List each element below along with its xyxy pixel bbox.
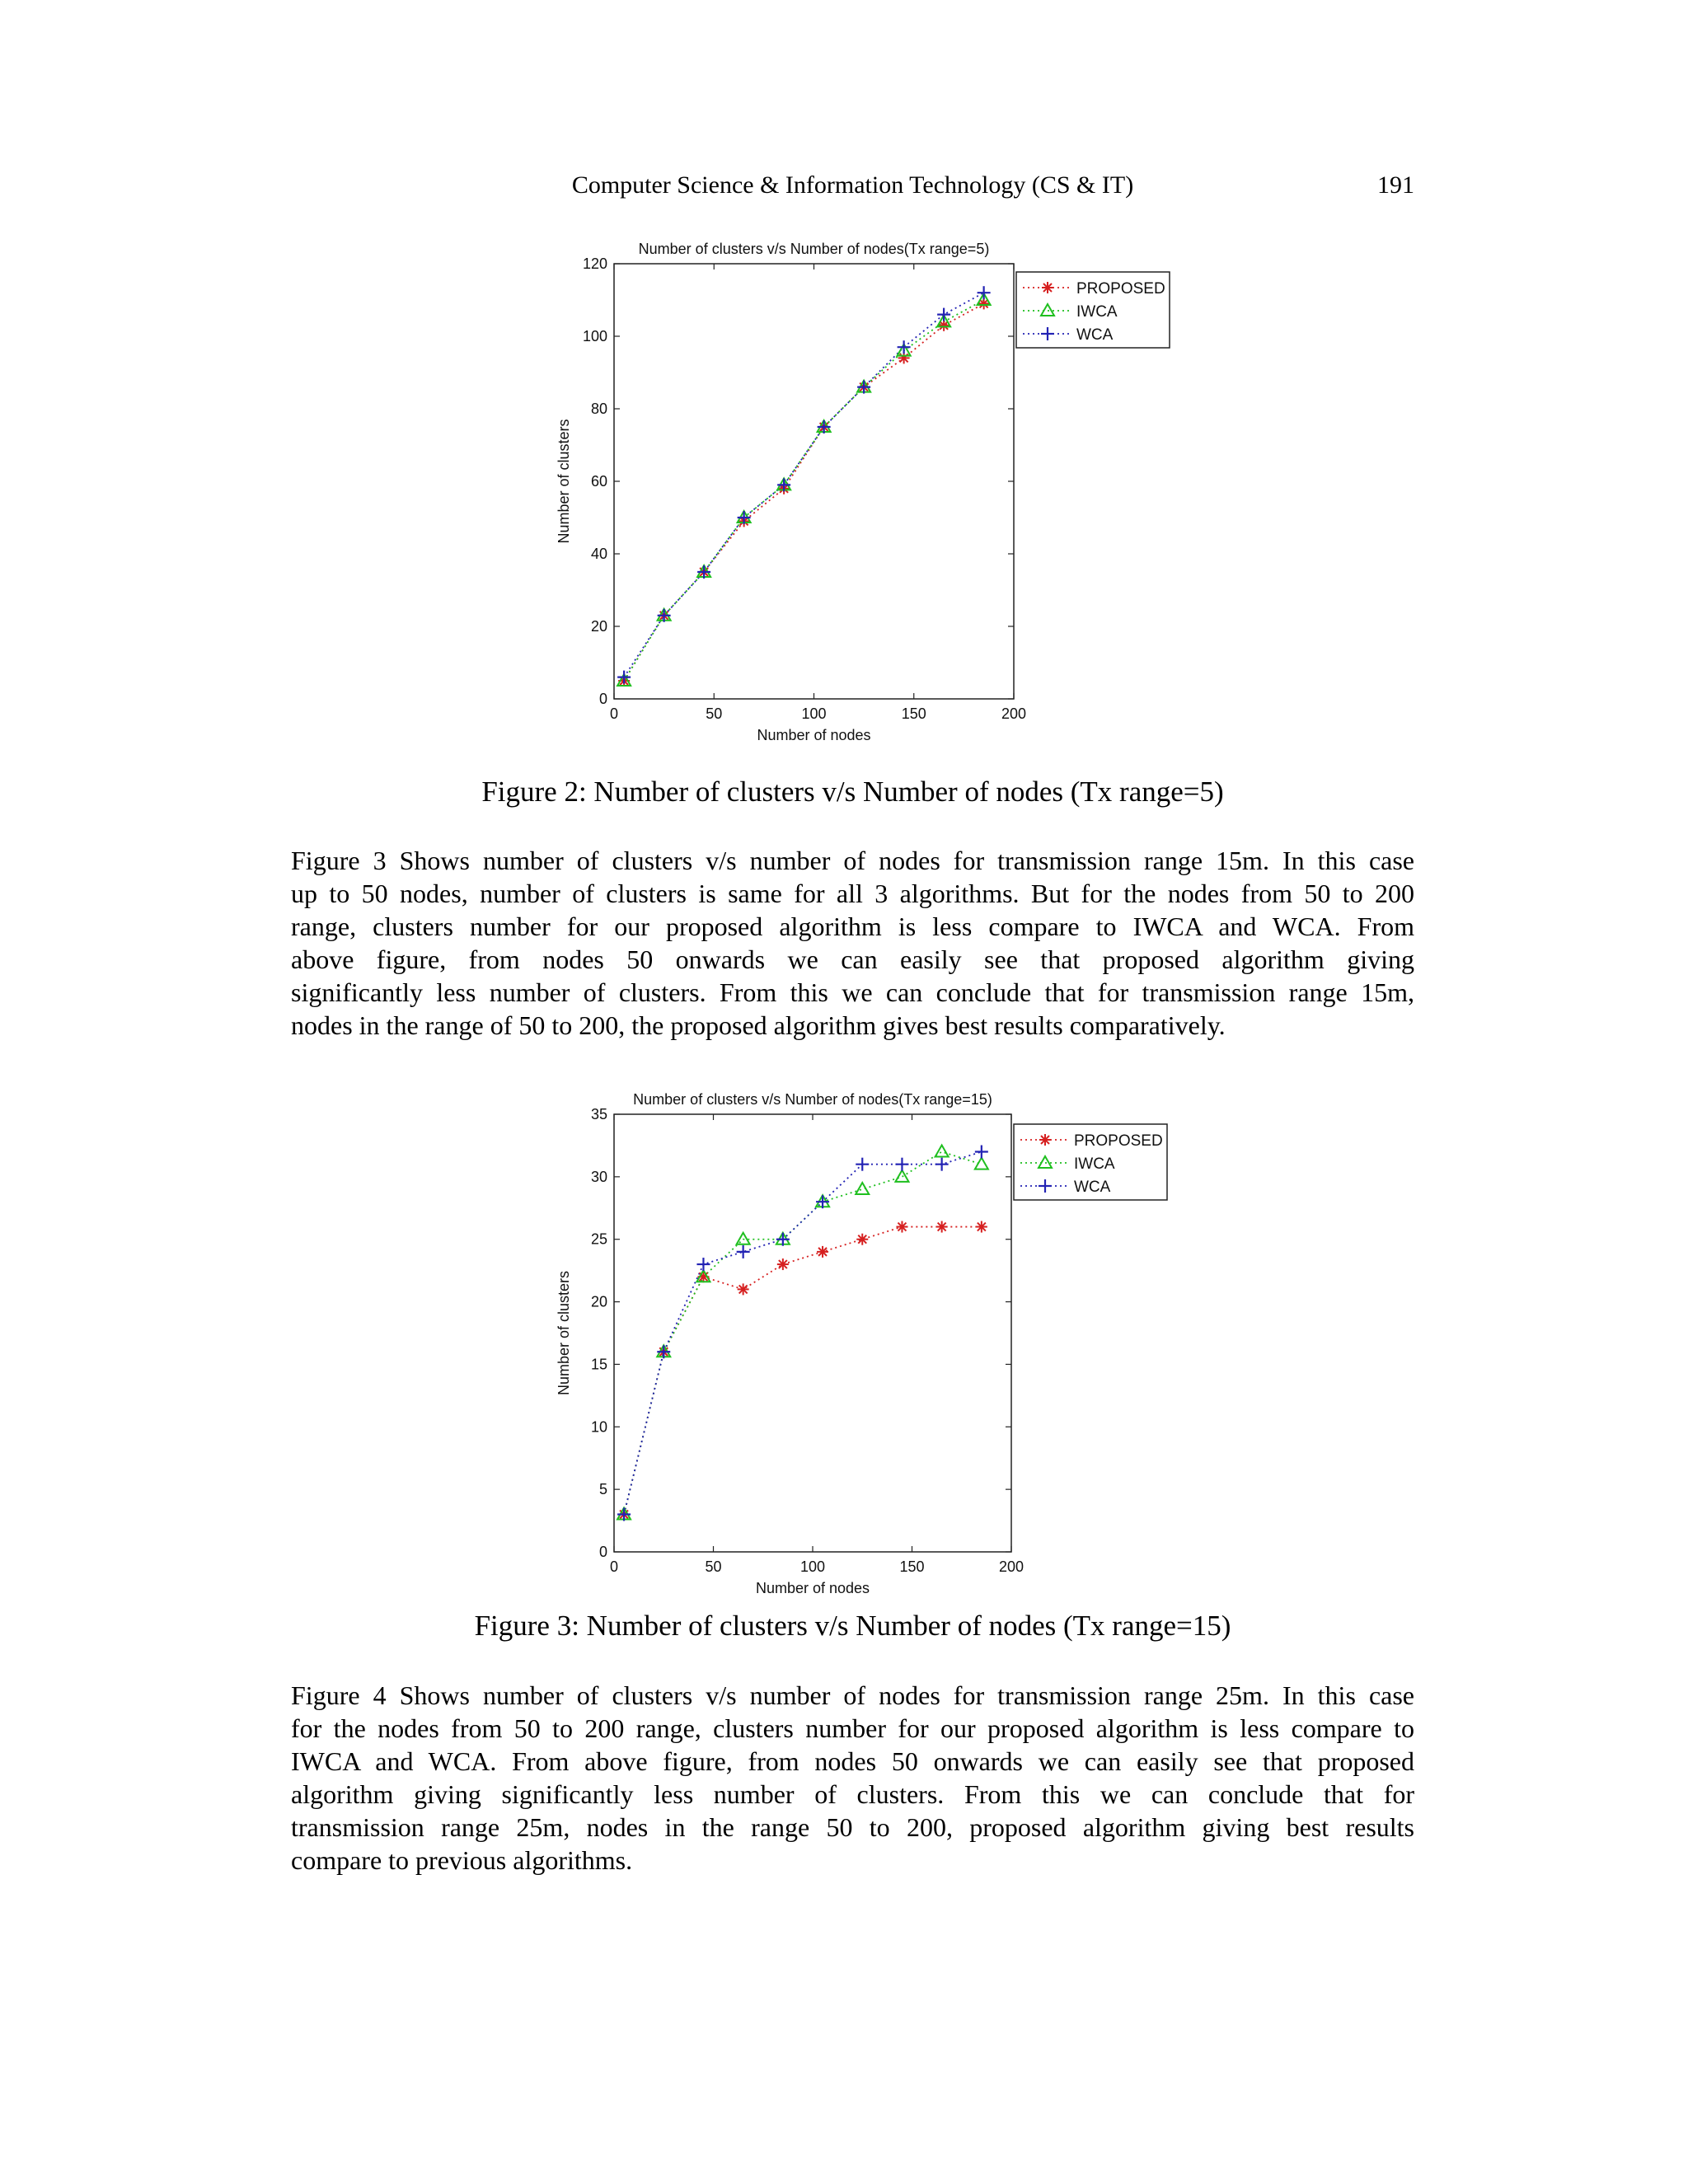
figure-3-caption: Figure 3: Number of clusters v/s Number of nodes (Tx range=15) bbox=[474, 1610, 1231, 1642]
y-tick-label: 25 bbox=[590, 1230, 607, 1248]
paragraph-line: algorithm giving significantly less number of clusters. From this we can conclude that for bbox=[291, 1779, 1414, 1809]
y-tick-label: 20 bbox=[590, 1293, 607, 1310]
chart-title: Number of clusters v/s Number of nodes(Tx range=15) bbox=[633, 1091, 992, 1108]
y-tick-label: 0 bbox=[598, 691, 607, 707]
x-tick-label: 50 bbox=[705, 1558, 722, 1575]
chart-svg bbox=[536, 1077, 1179, 1605]
page-number: 191 bbox=[1377, 171, 1414, 199]
paragraph-figure-4-description bbox=[291, 1679, 1414, 1877]
x-tick-label: 150 bbox=[899, 1558, 925, 1575]
x-tick-label: 50 bbox=[706, 705, 723, 722]
legend-label: PROPOSED bbox=[1074, 1132, 1163, 1150]
x-tick-label: 200 bbox=[1001, 705, 1027, 722]
y-tick-label: 100 bbox=[582, 328, 607, 344]
paragraph-line: range, clusters number for our proposed algorithm is less compare to IWCA and WCA. From bbox=[291, 912, 1414, 941]
x-tick-label: 150 bbox=[901, 705, 926, 722]
data-point-proposed bbox=[976, 1221, 987, 1233]
paragraph-line: significantly less number of clusters. From this we can conclude that for transmission range 15m, bbox=[291, 977, 1414, 1007]
x-tick-label: 200 bbox=[998, 1558, 1025, 1575]
figure-2-chart bbox=[536, 227, 1179, 754]
x-axis-label: Number of nodes bbox=[755, 1580, 870, 1596]
paragraph-line: compare to previous algorithms. bbox=[291, 1845, 633, 1875]
paragraph-line: up to 50 nodes, number of clusters is same for all 3 algorithms. But for the nodes from 50 to 200 bbox=[291, 879, 1414, 908]
x-tick-label: 0 bbox=[609, 705, 619, 722]
figure-2-caption: Figure 2: Number of clusters v/s Number of nodes (Tx range=5) bbox=[481, 776, 1224, 808]
paragraph-figure-3-description bbox=[291, 844, 1414, 1042]
paragraph-line: above figure, from nodes 50 onwards we can easily see that proposed algorithm giving bbox=[291, 944, 1414, 974]
x-tick-label: 100 bbox=[799, 1558, 826, 1575]
page-header bbox=[291, 171, 1414, 208]
y-tick-label: 0 bbox=[598, 1544, 607, 1560]
legend-label: PROPOSED bbox=[1076, 280, 1165, 298]
legend-marker bbox=[1039, 1134, 1051, 1146]
y-tick-label: 10 bbox=[590, 1418, 607, 1436]
y-tick-label: 60 bbox=[590, 473, 607, 490]
paragraph-line: Figure 3 Shows number of clusters v/s number of nodes for transmission range 15m. In this case bbox=[291, 846, 1414, 875]
paragraph-line: Figure 4 Shows number of clusters v/s number of nodes for transmission range 25m. In this case bbox=[291, 1680, 1414, 1710]
y-tick-label: 80 bbox=[590, 401, 607, 417]
figure-3-chart bbox=[536, 1077, 1179, 1605]
y-tick-label: 20 bbox=[590, 618, 607, 635]
data-point-proposed bbox=[898, 352, 910, 363]
y-tick-label: 40 bbox=[590, 546, 607, 562]
data-point-proposed bbox=[936, 1221, 948, 1233]
legend-label: WCA bbox=[1074, 1179, 1111, 1196]
paragraph-line: for the nodes from 50 to 200 range, clusters number for our proposed algorithm is less compare to bbox=[291, 1713, 1414, 1743]
plot-area bbox=[614, 264, 1014, 699]
legend-label: IWCA bbox=[1076, 303, 1118, 321]
paragraph-line: transmission range 25m, nodes in the range 50 to 200, proposed algorithm giving best results bbox=[291, 1812, 1414, 1842]
x-axis-label: Number of nodes bbox=[757, 727, 871, 743]
data-point-proposed bbox=[817, 1246, 828, 1258]
legend-label: WCA bbox=[1076, 326, 1114, 344]
y-tick-label: 5 bbox=[598, 1481, 607, 1498]
data-point-proposed bbox=[856, 1234, 868, 1245]
data-point-proposed bbox=[738, 1283, 749, 1295]
paragraph-line: IWCA and WCA. From above figure, from nodes 50 onwards we can easily see that proposed bbox=[291, 1746, 1414, 1776]
legend-marker bbox=[1042, 282, 1053, 293]
legend-label: IWCA bbox=[1074, 1155, 1115, 1173]
paragraph-line: nodes in the range of 50 to 200, the proposed algorithm gives best results comparatively. bbox=[291, 1010, 1226, 1040]
y-tick-label: 120 bbox=[582, 255, 607, 272]
y-axis-label: Number of clusters bbox=[556, 419, 572, 544]
x-tick-label: 0 bbox=[609, 1558, 619, 1575]
journal-title: Computer Science & Information Technology (CS & IT) bbox=[571, 171, 1134, 199]
data-point-proposed bbox=[777, 1258, 789, 1270]
chart-svg bbox=[536, 227, 1179, 754]
y-tick-label: 15 bbox=[590, 1356, 607, 1373]
x-tick-label: 100 bbox=[801, 705, 827, 722]
y-tick-label: 30 bbox=[590, 1168, 607, 1185]
y-axis-label: Number of clusters bbox=[556, 1270, 572, 1396]
data-point-proposed bbox=[896, 1221, 907, 1233]
y-tick-label: 35 bbox=[590, 1106, 607, 1122]
chart-title: Number of clusters v/s Number of nodes(Tx range=5) bbox=[638, 241, 990, 257]
